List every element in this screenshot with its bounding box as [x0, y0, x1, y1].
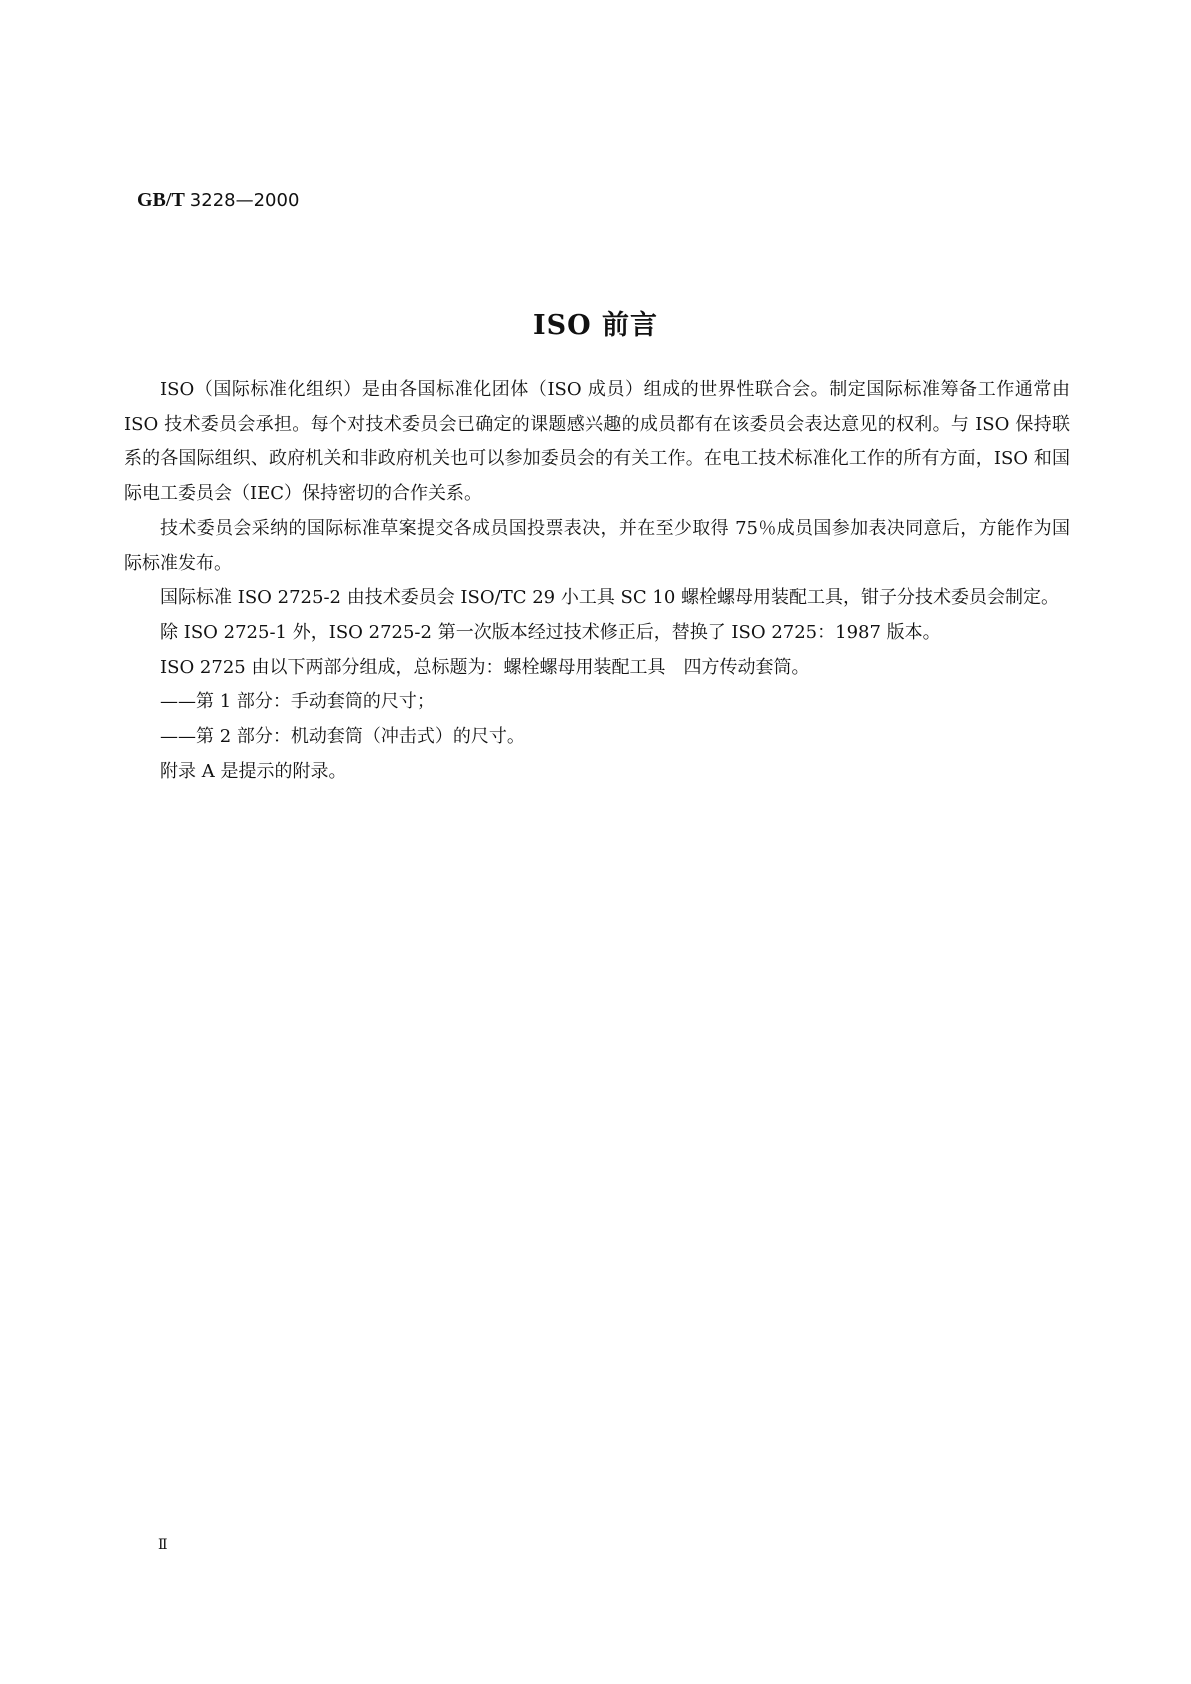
paragraph-annex: 附录 A 是提示的附录。	[160, 760, 347, 782]
standard-number: 3228—2000	[189, 190, 300, 211]
paragraph-parts: ISO 2725 由以下两部分组成，总标题为：螺栓螺母用装配工具 四方传动套筒。	[160, 656, 810, 678]
page-title: ISO 前言	[532, 310, 659, 341]
page-number: Ⅱ	[158, 1537, 167, 1553]
paragraph-iso-intro: ISO（国际标准化组织）是由各国标准化团体（ISO 成员）组成的世界性联合会。制定国际标准筹备工作通常由 ISO 技术委员会承担。每个对技术委员会已确定的课题感兴趣的成员都有在该委员会表达意见的权利。与 ISO 保持联系的各国际组织、政府机关和非政府机关也可以参加委员会的有关工作。在电工技术标准化工作的所有方面，ISO 和国际电工委员会（IEC）保持密切的合作关系。	[124, 379, 1070, 505]
list-item-part-2: ——第 2 部分：机动套筒（冲击式）的尺寸。	[160, 726, 525, 748]
paragraph-committee: 国际标准 ISO 2725-2 由技术委员会 ISO/TC 29 小工具 SC 10 螺栓螺母用装配工具，钳子分技术委员会制定。	[160, 587, 1059, 609]
foreword-body	[124, 373, 1070, 789]
paragraph-voting: 技术委员会采纳的国际标准草案提交各成员国投票表决，并在至少取得 75％成员国参加表决同意后，方能作为国际标准发布。	[124, 517, 1070, 574]
list-item-part-1: ——第 1 部分：手动套筒的尺寸；	[160, 691, 435, 713]
standard-prefix: GB/T	[137, 189, 185, 211]
document-code	[137, 188, 299, 213]
paragraph-revision: 除 ISO 2725-1 外，ISO 2725-2 第一次版本经过技术修正后，替换了 ISO 2725：1987 版本。	[160, 621, 941, 643]
